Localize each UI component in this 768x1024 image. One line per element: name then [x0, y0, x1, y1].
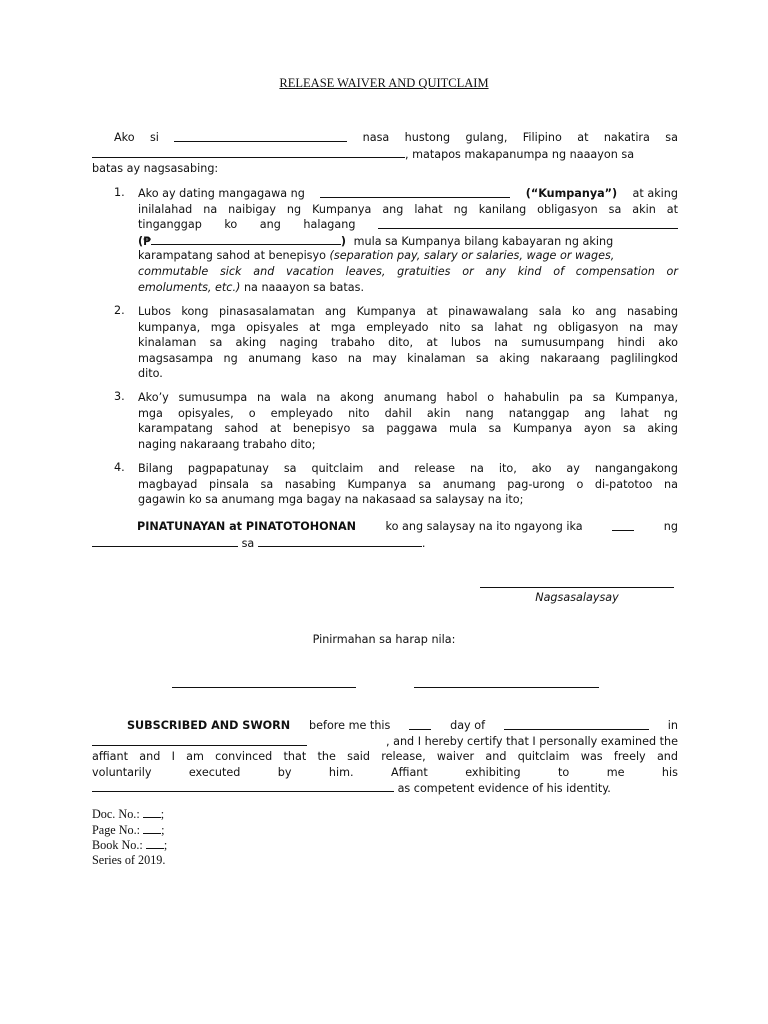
item-text: Ako ay dating mangagawa ng — [138, 187, 305, 200]
intro-word: gulang, — [465, 131, 508, 144]
intro-line-1 — [92, 130, 678, 146]
address-blank — [92, 146, 405, 158]
page-no-line — [92, 822, 167, 838]
jurat-line-4 — [92, 765, 678, 781]
jurat-word: me — [606, 765, 625, 779]
intro-line-2 — [92, 146, 678, 162]
item-3-line: naging nakaraang trabaho dito; — [138, 437, 316, 451]
jurat-text: as competent evidence of his identity. — [397, 782, 611, 796]
day-blank — [612, 519, 634, 531]
item-2-line: magsasampa ng anumang kaso na may kinalaman sa aking nakaraang paglilingkod — [138, 351, 678, 365]
item-number: 1. — [114, 186, 125, 199]
item-1-line: inilalahad na naibigay ng Kumpanya ang lahat ng kanilang obligasyon sa akin at — [138, 202, 678, 216]
intro-line-3: batas ay nagsasabing: — [92, 162, 219, 176]
id-blank — [92, 780, 394, 792]
doc-no-label: Doc. No.: — [92, 807, 140, 821]
attestation-line-1 — [92, 519, 678, 535]
amount-figures-blank — [151, 233, 341, 245]
item-text: na naaayon sa batas. — [243, 280, 365, 294]
notarial-block — [92, 806, 167, 868]
jurat-word: Affiant — [390, 765, 428, 779]
intro-word: nasa — [362, 131, 390, 144]
item-1-line — [138, 217, 678, 233]
jurat-text: in — [667, 719, 678, 732]
item-3-line: karampatang sahod at benepisyo sa paggawa mula sa Kumpanya ayon sa aking — [138, 422, 678, 436]
document-title: RELEASE WAIVER AND QUITCLAIM — [279, 76, 489, 90]
item-4-line: gagawin ko sa anumang mga bagay na nakasaad sa salaysay na ito; — [138, 493, 524, 507]
item-1-line: commutable sick and vacation leaves, gratuities or any kind of compensation or — [138, 264, 678, 278]
witness-caption: Pinirmahan sa harap nila: — [312, 633, 456, 646]
amount-words-blank — [378, 217, 678, 229]
jurat-word: exhibiting — [465, 765, 521, 779]
item-word: halagang — [303, 218, 356, 232]
book-no-label: Book No.: — [92, 838, 143, 853]
item-text-bold: (“Kumpanya”) — [525, 187, 618, 200]
jurat-word: voluntarily — [92, 765, 152, 779]
intro-word: Filipino — [522, 131, 562, 144]
attestation-text: . — [421, 536, 426, 550]
intro-word: hustong — [404, 131, 451, 144]
jurat-line-5 — [92, 780, 678, 796]
item-2-line: Lubos kong pinasasalamatan ang Kumpanya at pinawawalang sala ko ang nasabing — [138, 305, 678, 318]
month-blank — [92, 535, 238, 547]
attestation-bold: PINATUNAYAN at PINATOTOHONAN — [137, 520, 356, 533]
jurat-line-3: affiant and I am convinced that the said release, waiver and quitclaim was freely and — [92, 750, 678, 764]
item-1-line — [138, 248, 678, 264]
jurat-word: his — [661, 765, 678, 779]
affiant-signature-line — [480, 587, 674, 588]
item-text: mula sa Kumpanya bilang kabayaran ng aking — [353, 234, 614, 248]
jurat-word: executed — [188, 765, 241, 779]
book-no-line — [92, 837, 167, 853]
item-text-italic: (separation pay, salary or salaries, wage or wages, — [329, 249, 615, 263]
intro-paragraph — [92, 130, 678, 177]
item-word: ang — [259, 218, 281, 232]
item-1-line — [138, 186, 678, 202]
attestation-text: ko ang salaysay na ito ngayong ika — [385, 520, 583, 533]
place-blank — [258, 535, 422, 547]
item-2-line: kinalaman sa aking naging trabaho dito, at lubos na sumusumpang hindi ako — [138, 336, 678, 350]
item-4-line: magbayad pinsala sa nasabing Kumpanya sa anumang pag-urong o di-patotoo na — [138, 477, 678, 491]
peso-sign: (₱ — [138, 234, 151, 248]
intro-word: si — [149, 131, 159, 144]
item-1-line — [138, 233, 678, 249]
separator: ; — [160, 807, 165, 821]
jurat-month-blank — [504, 718, 649, 730]
affiant-caption: Nagsasalaysay — [535, 591, 619, 604]
intro-word: nakatira — [603, 131, 650, 144]
jurat-line-1 — [92, 718, 678, 734]
item-1-line — [138, 280, 678, 296]
separator: ; — [161, 822, 165, 837]
item-2-line: kumpanya, mga opisyales at mga empleyado nito sa lahat ng obligasyon na may — [138, 320, 678, 334]
series-line: Series of 2019. — [92, 852, 166, 867]
jurat-bold: SUBSCRIBED AND SWORN — [127, 719, 291, 732]
attestation-text: sa — [241, 536, 255, 550]
jurat-word: him. — [328, 765, 354, 779]
page-no-label: Page No.: — [92, 822, 141, 837]
item-number: 4. — [114, 461, 125, 474]
item-2-line: dito. — [138, 367, 163, 381]
doc-no-blank — [143, 806, 161, 818]
item-text-bold: ) — [340, 234, 347, 248]
jurat-word: by — [277, 765, 292, 779]
jurat-text: before me this — [309, 719, 391, 732]
item-word: tinganggap — [138, 218, 202, 232]
item-word: ko — [224, 218, 238, 232]
item-text-italic: emoluments, etc.) — [138, 280, 241, 294]
intro-word: sa — [665, 131, 678, 144]
page-no-blank — [143, 822, 161, 834]
doc-no-line — [92, 806, 167, 822]
jurat-text: day of — [450, 719, 486, 732]
intro-word: at — [577, 131, 589, 144]
name-blank — [174, 130, 347, 142]
item-number: 3. — [114, 390, 125, 403]
witness-signature-line-1 — [172, 687, 356, 688]
item-3-line: Ako’y sumusumpa na wala na akong anumang habol o hahabulin pa sa Kumpanya, — [138, 391, 678, 404]
attestation-line-2 — [92, 535, 678, 551]
intro-word: Ako — [114, 131, 135, 144]
jurat-place-blank — [92, 734, 307, 746]
attestation-text: ng — [663, 520, 678, 533]
jurat-paragraph — [92, 718, 678, 796]
item-3-line: mga opisyales, o empleyado nito dahil akin nang natanggap ang lahat ng — [138, 406, 678, 420]
attestation-paragraph — [92, 519, 678, 550]
jurat-day-blank — [409, 718, 431, 730]
intro-line-2-text: , matapos makapanumpa ng naaayon sa — [405, 147, 635, 161]
jurat-text: , and I hereby certify that I personally examined the — [386, 734, 678, 748]
item-number: 2. — [114, 304, 125, 317]
jurat-word: to — [558, 765, 570, 779]
book-no-blank — [146, 837, 164, 849]
item-4-line: Bilang pagpapatunay sa quitclaim and release na ito, ako ay nangangakong — [138, 462, 678, 475]
jurat-line-2 — [92, 734, 678, 750]
company-blank — [320, 186, 510, 198]
item-text: karampatang sahod at benepisyo — [138, 249, 326, 263]
item-text: at aking — [632, 187, 678, 200]
separator: ; — [163, 838, 168, 853]
witness-signature-line-2 — [414, 687, 599, 688]
